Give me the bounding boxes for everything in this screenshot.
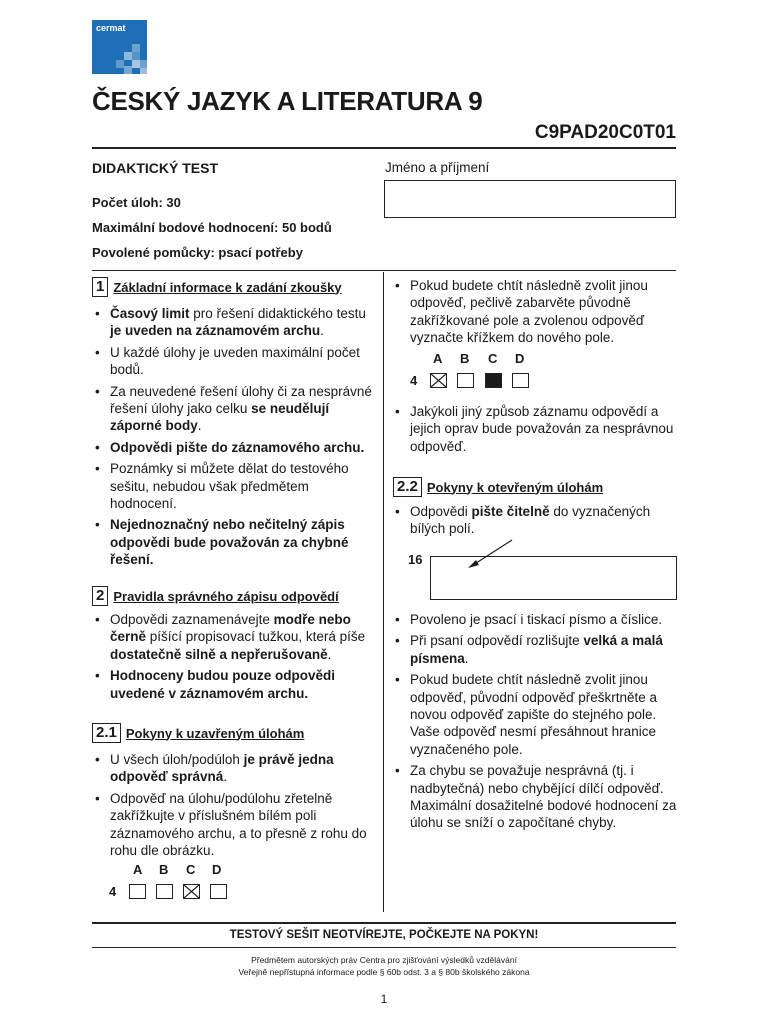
checkbox xyxy=(457,373,474,388)
section-title: Pravidla správného zápisu odpovědí xyxy=(113,588,339,604)
checkbox xyxy=(156,884,173,899)
checkbox xyxy=(210,884,227,899)
cermat-logo xyxy=(92,20,147,74)
allowed-aids: Povolené pomůcky: psací potřeby xyxy=(92,245,303,260)
list-item: • U každé úlohy je uveden maximální počet bodů. xyxy=(92,344,374,379)
option-letter: A xyxy=(133,862,143,877)
list-item: • Pokud budete chtít následně zvolit jinou odpověď, pečlivě zabarvěte původně zakřížkované pole a zvolenou odpověď vyznačte křížkem do nového pole. xyxy=(392,277,682,347)
list-item: • Za neuvedené řešení úlohy či za nesprávné řešení úlohy jako celku se neudělují záporné body. xyxy=(92,383,374,435)
list-item: • Nejednoznačný nebo nečitelný zápis odpovědi bude považován za chybné řešení. xyxy=(92,516,374,568)
list-item: • U všech úloh/podúloh je právě jedna odpověď správná. xyxy=(92,751,374,786)
section-2-2-heading xyxy=(393,477,603,497)
column-divider xyxy=(383,272,384,912)
list-item: • Jakýkoli jiný způsob záznamu odpovědí a jejich oprav bude považován za nesprávnou odpověď. xyxy=(392,403,682,455)
list-item: • Odpovědi pište čitelně do vyznačených bílých polí. xyxy=(392,503,682,538)
list-item: • Časový limit pro řešení didaktického testu je uveden na záznamovém archu. xyxy=(92,305,374,340)
example-task-number: 16 xyxy=(408,552,423,567)
divider xyxy=(92,147,676,149)
footer-warning: TESTOVÝ SEŠIT NEOTVÍREJTE, POČKEJTE NA POKYN! xyxy=(229,929,539,941)
section-2-2-list xyxy=(392,503,682,542)
logo-text: cermat xyxy=(96,23,126,33)
page-title: ČESKÝ JAZYK A LITERATURA 9 xyxy=(92,86,483,116)
row-number: 4 xyxy=(410,373,418,388)
footer-copyright: Předmětem autorských práv Centra pro zjišťování výsledků vzdělávání xyxy=(251,955,517,965)
option-letter: D xyxy=(212,862,222,877)
max-points: Maximální bodové hodnocení: 50 bodů xyxy=(92,220,332,235)
test-type: DIDAKTICKÝ TEST xyxy=(92,160,218,176)
checkbox xyxy=(512,373,529,388)
right-list-1 xyxy=(392,277,682,351)
section-number: 1 xyxy=(92,277,108,297)
checkbox xyxy=(129,884,146,899)
option-letter: A xyxy=(433,351,443,366)
list-item: • Za chybu se považuje nesprávná (tj. i nadbytečná) nebo chybějící dílčí odpověď. Maximální dosažitelné bodové hodnocení za úlohu se sníží o započítané chyby. xyxy=(392,762,682,832)
arrow-icon xyxy=(460,536,520,572)
section-number: 2.1 xyxy=(92,723,121,743)
divider xyxy=(92,922,676,924)
option-letter: C xyxy=(186,862,196,877)
section-2-heading xyxy=(92,586,339,606)
section-number: 2.2 xyxy=(393,477,422,497)
section-1-list xyxy=(92,305,374,573)
test-code: C9PAD20C0T01 xyxy=(534,122,676,143)
option-letter: C xyxy=(488,351,498,366)
row-number: 4 xyxy=(109,884,117,899)
section-title: Pokyny k uzavřeným úlohám xyxy=(125,725,305,741)
section-title: Základní informace k zadání zkoušky xyxy=(113,279,342,295)
checkbox-filled xyxy=(485,373,502,388)
section-title: Pokyny k otevřeným úlohám xyxy=(426,479,604,495)
section-2-2-list-2 xyxy=(392,611,682,836)
list-item: • Poznámky si můžete dělat do testového sešitu, nebudou však předmětem hodnocení. xyxy=(92,460,374,512)
section-number: 2 xyxy=(92,586,108,606)
divider xyxy=(92,947,676,948)
list-item: • Odpovědi zaznamenávejte modře nebo černě píšící propisovací tužkou, která píše dostatečně silně a nepřerušovaně. xyxy=(92,611,374,663)
option-letter: D xyxy=(515,351,525,366)
name-field[interactable] xyxy=(384,180,676,218)
right-list-2 xyxy=(392,403,682,459)
list-item: • Odpovědi pište do záznamového archu. xyxy=(92,439,374,456)
divider xyxy=(92,270,676,271)
section-1-heading xyxy=(92,277,342,297)
page-number: 1 xyxy=(380,992,388,1006)
footer-legal: Veřejně nepřístupná informace podle § 60b odst. 3 a § 80b školského zákona xyxy=(238,967,530,977)
checkbox-crossed xyxy=(430,373,447,388)
option-letter: B xyxy=(460,351,470,366)
section-2-1-list xyxy=(92,751,374,863)
section-2-list xyxy=(92,611,374,706)
list-item: • Odpověď na úlohu/podúlohu zřetelně zakřížkujte v příslušném bílém poli záznamového archu, a to přesně z rohu do rohu dle obrázku. xyxy=(92,790,374,860)
name-label: Jméno a příjmení xyxy=(385,160,490,175)
option-letter: B xyxy=(159,862,169,877)
list-item: • Pokud budete chtít následně zvolit jinou odpověď, původní odpověď přeškrtněte a novou odpověď zapište do stejného pole. Vaše odpověď nesmí přesáhnout hranice vyznačeného pole. xyxy=(392,671,682,758)
list-item: • Při psaní odpovědí rozlišujte velká a malá písmena. xyxy=(392,632,682,667)
list-item: • Hodnoceny budou pouze odpovědi uvedené v záznamovém archu. xyxy=(92,667,374,702)
task-count: Počet úloh: 30 xyxy=(92,195,181,210)
list-item: • Povoleno je psací i tiskací písmo a číslice. xyxy=(392,611,682,628)
checkbox-crossed xyxy=(183,884,200,899)
section-2-1-heading xyxy=(92,723,304,743)
